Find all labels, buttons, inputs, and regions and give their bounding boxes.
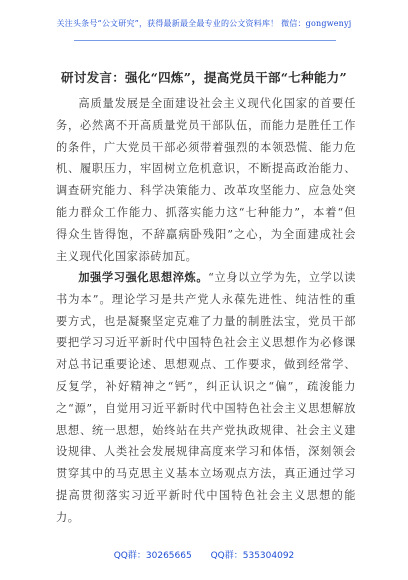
paragraph-2	[56, 267, 356, 529]
document-title: 研讨发言：强化“四炼”，提高党员干部“七种能力”	[61, 70, 347, 85]
paragraph-2-lead: 加强学习强化思想淬炼。	[78, 270, 209, 284]
paragraph-2-body: “立身以立学为先，立学以读书为本”。理论学习是共产党人永葆先进性、纯洁性的重要方式，也是凝聚坚定克难了力量的制胜法宝，党员干部要把学习习近平新时代中国特色社会主义思想作为必修课对总书记重要论述、思想观点、工作要求，做到经常学、反复学，补好精神之“钙”，纠正认识之“偏”，疏浚能力之“源”，自觉用习近平新时代中国特色社会主义思想解放思想、统一思想，始终站在共产党执政规律、社会主义建设规律、人类社会发展规律高度来学习和体悟，深刻领会贯穿其中的马克思主义基本立场观点方法，真正通过学习提高贯彻落实习近平新时代中国特色社会主义思想的能力。	[56, 271, 356, 524]
header-divider	[74, 40, 336, 41]
footer-qq-groups	[0, 548, 408, 561]
qq-group-2: QQ群：535304092	[210, 551, 295, 561]
qq-group-1: QQ群：30265665	[113, 551, 192, 561]
paragraph-1: 高质量发展是全面建设社会主义现代化国家的首要任务，必然离不开高质量党员干部队伍，而能力是胜任工作的条件，广大党员干部必须带着强烈的本领恐慌、能力危机、履职压力，牢固树立危机意识，不断提高政治能力、调查研究能力、科学决策能力、改革攻坚能力、应急处突能力群众工作能力、抓落实能力这“七种能力”，本着“但得众生皆得饱，不辞羸病卧残阳”之心，为全面建成社会主义现代化国家添砖加瓦。	[56, 97, 356, 263]
header-notice: 关注头条号“公文研究”，获得最新最全最专业的公文资料库！ 微信：gongwenyj	[56, 19, 352, 28]
